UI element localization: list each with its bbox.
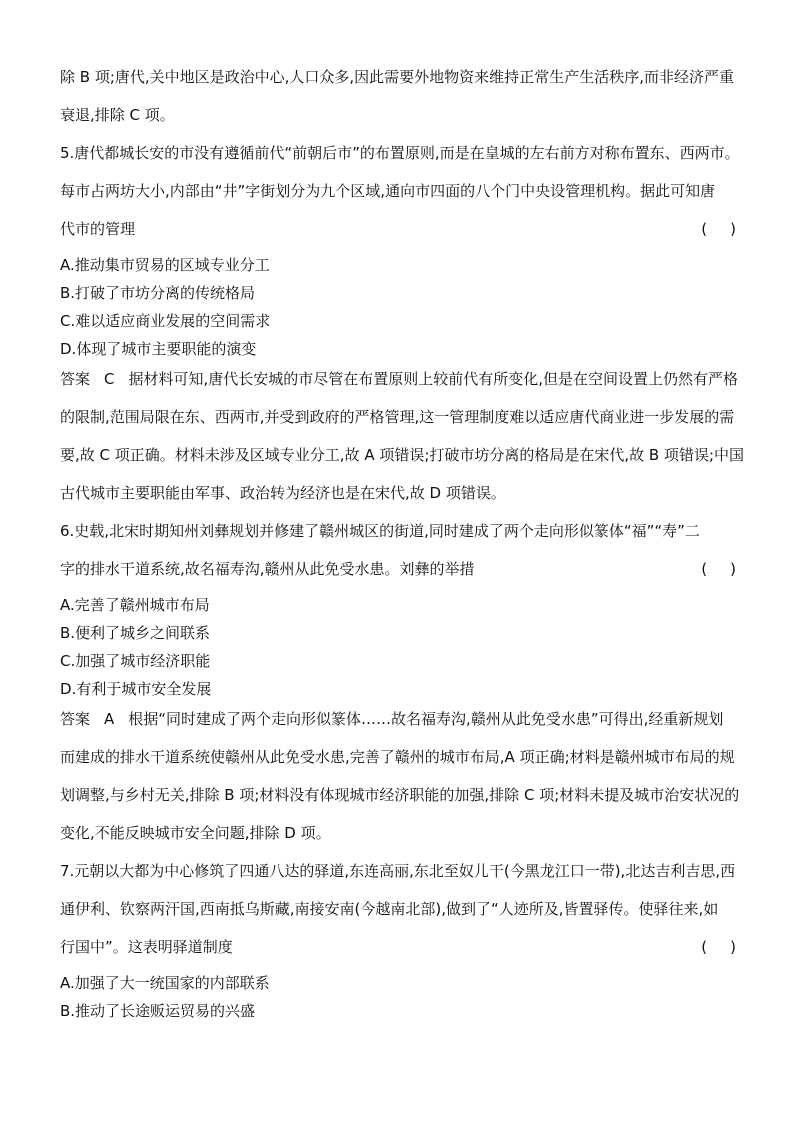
option-a: A.推动集市贸易的区域专业分工 — [60, 256, 270, 274]
option-a: A.加强了大一统国家的内部联系 — [60, 974, 270, 992]
prev-answer-continuation — [60, 62, 740, 138]
answer-line — [60, 704, 740, 742]
answer-key: C — [104, 370, 115, 388]
option-c: C.加强了城市经济职能 — [60, 652, 211, 670]
option-c: C.难以适应商业发展的空间需求 — [60, 312, 271, 330]
question-6 — [60, 516, 740, 856]
text-line: 衰退,排除 C 项。 — [60, 106, 175, 124]
option-d: D.体现了城市主要职能的演变 — [60, 340, 257, 358]
answer-blank: ( ) — [701, 560, 740, 578]
question-stem-line — [60, 554, 740, 592]
option-a: A.完善了赣州城市布局 — [60, 596, 210, 614]
question-stem-line: 6.史载,北宋时期知州刘彝规划并修建了赣州城区的街道,同时建成了两个走向形似篆体“福”“寿”二 — [60, 522, 700, 540]
question-stem-line — [60, 214, 740, 252]
question-stem-line: 7.元朝以大都为中心修筑了四通八达的驿道,东连高丽,东北至奴儿干(今黑龙江口一带),北达吉利吉思,西 — [60, 862, 736, 880]
question-stem-text: 字的排水干道系统,故名福寿沟,赣州从此免受水患。刘彝的举措 — [60, 560, 475, 578]
option-b: B.打破了市坊分离的传统格局 — [60, 284, 256, 302]
question-stem-text: 行国中”。这表明驿道制度 — [60, 938, 233, 956]
answer-text-line: 古代城市主要职能由军事、政治转为经济也是在宋代,故 D 项错误。 — [60, 484, 506, 502]
question-5 — [60, 138, 745, 516]
answer-text: 据材料可知,唐代长安城的市尽管在布置原则上较前代有所变化,但是在空间设置上仍然有严格 — [128, 370, 739, 388]
answer-key: A — [104, 710, 115, 728]
question-stem-line — [60, 932, 740, 970]
option-d: D.有利于城市安全发展 — [60, 680, 212, 698]
option-b: B.推动了长途贩运贸易的兴盛 — [60, 1002, 256, 1020]
answer-blank: ( ) — [701, 220, 740, 238]
answer-text-line: 而建成的排水干道系统使赣州从此免受水患,完善了赣州的城市布局,A 项正确;材料是赣州城市布局的规 — [60, 748, 735, 766]
question-stem-text: 代市的管理 — [60, 220, 136, 238]
answer-label: 答案 — [60, 710, 91, 728]
answer-label: 答案 — [60, 370, 91, 388]
answer-blank: ( ) — [701, 938, 740, 956]
answer-text-line: 的限制,范围局限在东、西两市,并受到政府的严格管理,这一管理制度难以适应唐代商业进一步发展的需 — [60, 408, 735, 426]
document-page — [60, 62, 745, 1026]
question-7 — [60, 856, 740, 1026]
answer-text-line: 划调整,与乡村无关,排除 B 项;材料没有体现城市经济职能的加强,排除 C 项;材料未提及城市治安状况的 — [60, 786, 740, 804]
answer-text-line: 要,故 C 项正确。材料未涉及区域专业分工,故 A 项错误;打破市坊分离的格局是在宋代,故 B 项错误;中国 — [60, 446, 745, 464]
answer-text: 根据“同时建成了两个走向形似篆体……故名福寿沟,赣州从此免受水患”可得出,经重新规划 — [128, 710, 724, 728]
question-stem-line: 通伊利、钦察两汗国,西南抵乌斯藏,南接安南(今越南北部),做到了“人迹所及,皆置驿传。使驿往来,如 — [60, 900, 719, 918]
question-stem-line: 每市占两坊大小,内部由“井”字街划分为九个区域,通向市四面的八个门中央设管理机构。据此可知唐 — [60, 182, 716, 200]
option-b: B.便利了城乡之间联系 — [60, 624, 211, 642]
answer-line — [60, 364, 740, 402]
answer-text-line: 变化,不能反映城市安全问题,排除 D 项。 — [60, 824, 331, 842]
question-stem-line: 5.唐代都城长安的市没有遵循前代“前朝后市”的布置原则,而是在皇城的左右前方对称布置东、西两市。 — [60, 144, 740, 162]
text-line: 除 B 项;唐代,关中地区是政治中心,人口众多,因此需要外地物资来维持正常生产生活秩序,而非经济严重 — [60, 68, 734, 86]
